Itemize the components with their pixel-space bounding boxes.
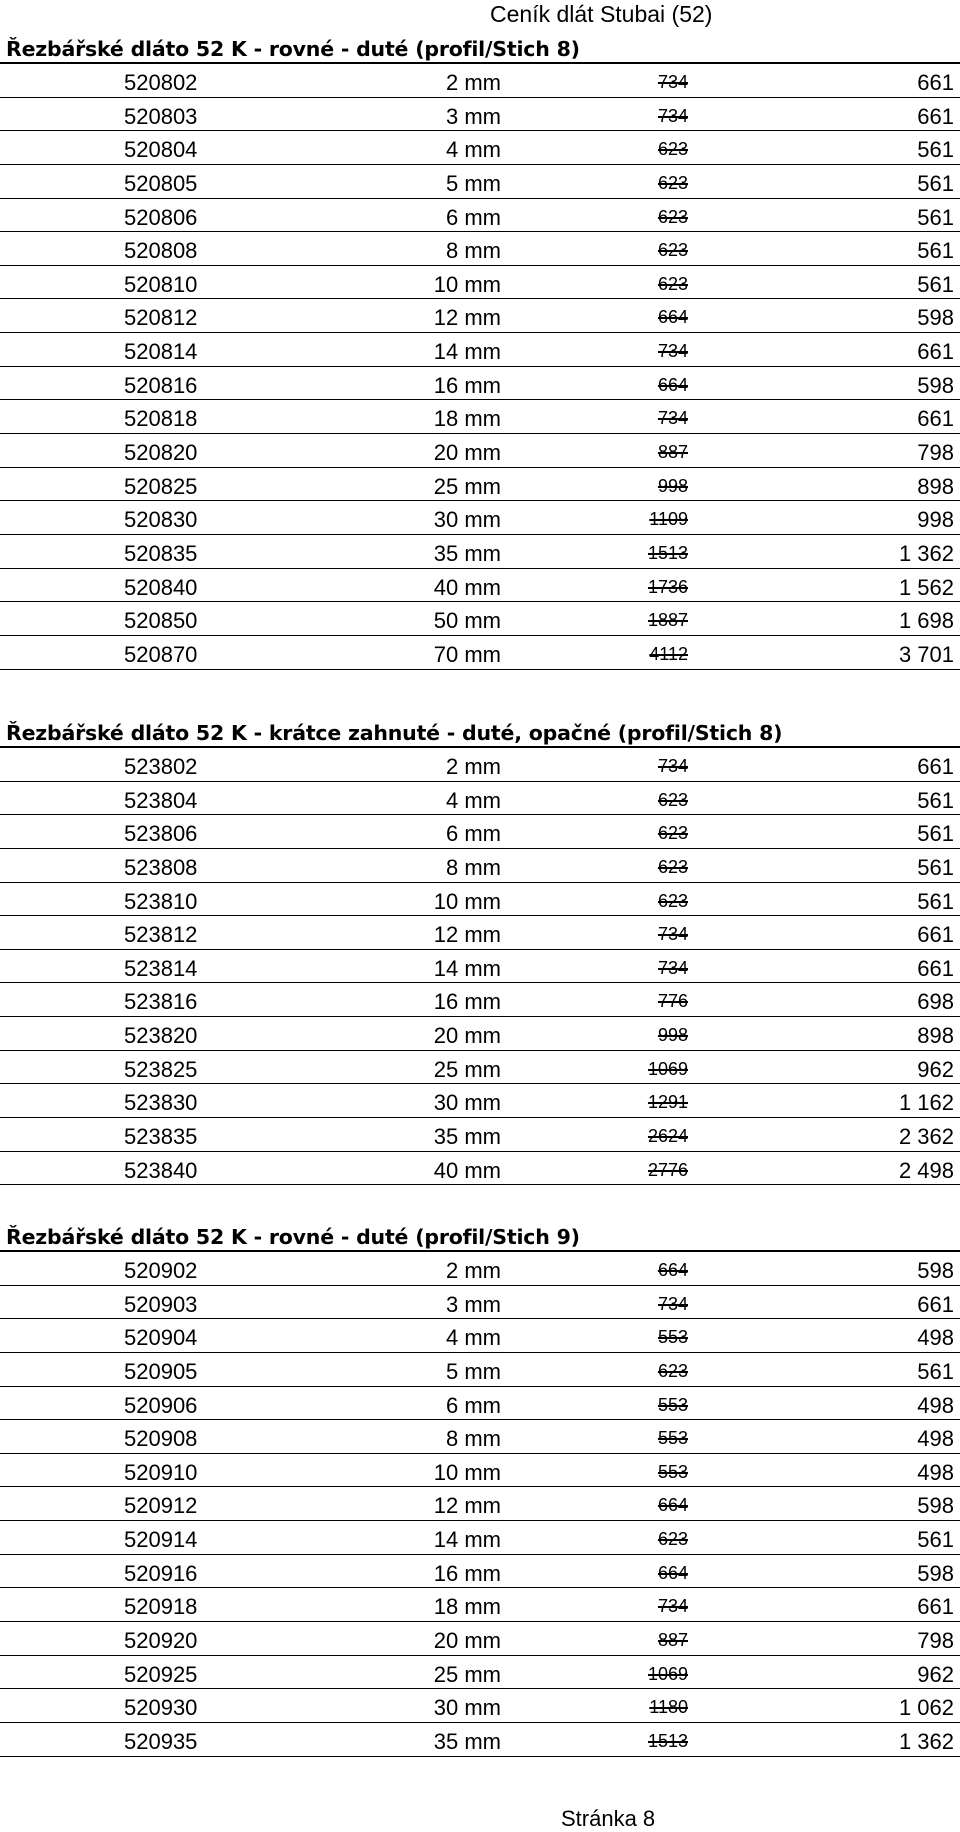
item-code: 520870: [124, 641, 198, 667]
old-price: 734: [657, 957, 688, 978]
table-row: [0, 602, 960, 636]
item-size: 10 mm: [433, 888, 501, 914]
item-code: 523840: [124, 1157, 198, 1183]
price: 498: [917, 1392, 954, 1418]
old-price: 1291: [647, 1092, 688, 1113]
item-code: 520910: [124, 1459, 198, 1485]
price: 1 362: [898, 1728, 954, 1754]
old-price: 1513: [647, 1730, 688, 1751]
price: 498: [917, 1426, 954, 1452]
price: 561: [917, 854, 954, 880]
old-price: 2776: [647, 1159, 688, 1180]
item-size: 16 mm: [433, 372, 501, 398]
item-code: 520808: [124, 238, 198, 264]
price: 661: [917, 339, 954, 365]
table-row: [0, 367, 960, 401]
table-row: [0, 815, 960, 849]
table-row: [0, 165, 960, 199]
item-code: 520908: [124, 1426, 198, 1452]
price: 2 498: [898, 1157, 954, 1183]
price-section: [0, 718, 960, 1185]
table-row: [0, 64, 960, 98]
item-size: 4 mm: [446, 137, 501, 163]
old-price: 623: [657, 789, 688, 810]
price: 698: [917, 989, 954, 1015]
item-size: 30 mm: [433, 1695, 501, 1721]
table-row: [0, 1555, 960, 1589]
table-row: [0, 1656, 960, 1690]
item-size: 5 mm: [446, 170, 501, 196]
item-size: 3 mm: [446, 1291, 501, 1317]
old-price: 1109: [649, 509, 688, 530]
table-row: [0, 748, 960, 782]
table-row: [0, 1420, 960, 1454]
item-size: 12 mm: [433, 305, 501, 331]
item-code: 520902: [124, 1258, 198, 1283]
item-size: 2 mm: [446, 70, 501, 95]
table-row: [0, 1319, 960, 1353]
old-price: 664: [657, 1562, 688, 1583]
table-row: [0, 1152, 960, 1186]
item-code: 520835: [124, 540, 198, 566]
page-number: Stránka 8: [561, 1806, 656, 1831]
item-size: 20 mm: [433, 1023, 501, 1049]
old-price: 623: [657, 856, 688, 877]
table-row: [0, 1521, 960, 1555]
table-row: [0, 501, 960, 535]
price: 661: [917, 1291, 954, 1317]
price: 2 362: [898, 1124, 954, 1150]
item-size: 18 mm: [433, 406, 501, 432]
table-row: [0, 1084, 960, 1118]
table-row: [0, 468, 960, 502]
item-size: 6 mm: [446, 821, 501, 847]
item-size: 40 mm: [433, 1157, 501, 1183]
table-row: [0, 1286, 960, 1320]
table-row: [0, 1353, 960, 1387]
item-code: 520820: [124, 440, 198, 466]
old-price: 623: [657, 823, 688, 844]
item-code: 523810: [124, 888, 198, 914]
old-price: 734: [657, 341, 688, 362]
item-code: 523812: [124, 922, 198, 948]
item-code: 520905: [124, 1358, 198, 1384]
table-row: [0, 569, 960, 603]
table-row: [0, 782, 960, 816]
item-size: 2 mm: [446, 1258, 501, 1283]
item-code: 520810: [124, 271, 198, 297]
old-price: 734: [657, 756, 688, 776]
item-size: 3 mm: [446, 103, 501, 129]
old-price: 623: [657, 240, 688, 261]
item-code: 523820: [124, 1023, 198, 1049]
price: 661: [917, 406, 954, 432]
item-code: 520906: [124, 1392, 198, 1418]
table-row: [0, 1723, 960, 1757]
old-price: 2624: [647, 1126, 688, 1147]
item-code: 520935: [124, 1728, 198, 1754]
old-price: 623: [657, 139, 688, 160]
price: 661: [917, 955, 954, 981]
price: 1 362: [898, 540, 954, 566]
item-code: 520804: [124, 137, 198, 163]
item-size: 50 mm: [433, 608, 501, 634]
item-size: 10 mm: [433, 271, 501, 297]
item-size: 16 mm: [433, 989, 501, 1015]
old-price: 664: [657, 374, 688, 395]
price: 998: [917, 507, 954, 533]
table-row: [0, 983, 960, 1017]
table-row: [0, 400, 960, 434]
item-size: 6 mm: [446, 204, 501, 230]
old-price: 998: [657, 475, 688, 496]
old-price: 1887: [647, 610, 688, 631]
price: 898: [917, 1023, 954, 1049]
price: 798: [917, 440, 954, 466]
table-row: [0, 299, 960, 333]
item-size: 8 mm: [446, 854, 501, 880]
table-row: [0, 916, 960, 950]
price: 598: [917, 1493, 954, 1519]
item-code: 520806: [124, 204, 198, 230]
price: 561: [917, 787, 954, 813]
old-price: 1513: [647, 542, 688, 563]
item-code: 520840: [124, 574, 198, 600]
table-row: [0, 333, 960, 367]
table-row: [0, 98, 960, 132]
table-row: [0, 883, 960, 917]
old-price: 734: [657, 72, 688, 92]
old-price: 734: [657, 105, 688, 126]
section-title: Řezbářské dláto 52 K - rovné - duté (profil/Stich 9): [0, 1222, 960, 1252]
item-code: 520803: [124, 103, 198, 129]
item-code: 520825: [124, 473, 198, 499]
price: 661: [917, 754, 954, 779]
price: 598: [917, 1258, 954, 1283]
table-row: [0, 1454, 960, 1488]
table-row: [0, 1051, 960, 1085]
old-price: 887: [657, 1630, 688, 1651]
price: 561: [917, 238, 954, 264]
item-code: 523835: [124, 1124, 198, 1150]
old-price: 734: [657, 408, 688, 429]
item-size: 8 mm: [446, 238, 501, 264]
price: 561: [917, 1527, 954, 1553]
item-code: 520904: [124, 1325, 198, 1351]
table-row: [0, 434, 960, 468]
price: 598: [917, 1560, 954, 1586]
price: 661: [917, 70, 954, 95]
item-code: 523816: [124, 989, 198, 1015]
old-price: 664: [657, 1495, 688, 1516]
price: 962: [917, 1056, 954, 1082]
old-price: 776: [657, 991, 688, 1012]
old-price: 1180: [649, 1697, 688, 1718]
price: 1 162: [898, 1090, 954, 1116]
section-title: Řezbářské dláto 52 K - rovné - duté (profil/Stich 8): [0, 34, 960, 64]
item-code: 523830: [124, 1090, 198, 1116]
item-size: 35 mm: [433, 540, 501, 566]
price: 561: [917, 204, 954, 230]
item-code: 520925: [124, 1661, 198, 1687]
old-price: 553: [657, 1327, 688, 1348]
table-row: [0, 1387, 960, 1421]
item-size: 14 mm: [433, 339, 501, 365]
item-size: 12 mm: [433, 922, 501, 948]
item-size: 8 mm: [446, 1426, 501, 1452]
item-code: 523808: [124, 854, 198, 880]
item-code: 520914: [124, 1527, 198, 1553]
old-price: 734: [657, 924, 688, 945]
table-row: [0, 1017, 960, 1051]
old-price: 623: [657, 172, 688, 193]
price: 498: [917, 1325, 954, 1351]
section-title: Řezbářské dláto 52 K - krátce zahnuté - duté, opačné (profil/Stich 8): [0, 718, 960, 748]
table-row: [0, 1588, 960, 1622]
table-row: [0, 199, 960, 233]
table-row: [0, 1252, 960, 1286]
price-section: [0, 34, 960, 670]
price: 3 701: [898, 641, 954, 667]
price: 898: [917, 473, 954, 499]
old-price: 998: [657, 1025, 688, 1046]
table-row: [0, 849, 960, 883]
price: 1 062: [898, 1695, 954, 1721]
item-size: 16 mm: [433, 1560, 501, 1586]
item-code: 520930: [124, 1695, 198, 1721]
table-row: [0, 636, 960, 670]
item-size: 14 mm: [433, 955, 501, 981]
table-row: [0, 535, 960, 569]
item-code: 523804: [124, 787, 198, 813]
old-price: 1069: [647, 1058, 688, 1079]
item-code: 520912: [124, 1493, 198, 1519]
price: 598: [917, 305, 954, 331]
price: 661: [917, 103, 954, 129]
item-code: 520916: [124, 1560, 198, 1586]
price: 661: [917, 1594, 954, 1620]
price: 962: [917, 1661, 954, 1687]
price: 561: [917, 137, 954, 163]
item-code: 520818: [124, 406, 198, 432]
item-size: 6 mm: [446, 1392, 501, 1418]
price: 561: [917, 821, 954, 847]
item-size: 25 mm: [433, 1056, 501, 1082]
item-code: 520816: [124, 372, 198, 398]
price: 498: [917, 1459, 954, 1485]
table-row: [0, 266, 960, 300]
old-price: 734: [657, 1596, 688, 1617]
old-price: 553: [657, 1394, 688, 1415]
price: 661: [917, 922, 954, 948]
item-code: 523806: [124, 821, 198, 847]
price: 1 698: [898, 608, 954, 634]
item-size: 14 mm: [433, 1527, 501, 1553]
old-price: 623: [657, 890, 688, 911]
old-price: 623: [657, 1360, 688, 1381]
table-row: [0, 1689, 960, 1723]
table-row: [0, 232, 960, 266]
old-price: 734: [657, 1293, 688, 1314]
item-code: 520805: [124, 170, 198, 196]
price: 598: [917, 372, 954, 398]
page-title: Ceník dlát Stubai (52): [490, 1, 713, 27]
old-price: 4112: [649, 643, 688, 664]
table-row: [0, 131, 960, 165]
item-code: 523825: [124, 1056, 198, 1082]
item-code: 523802: [124, 754, 198, 779]
table-row: [0, 1118, 960, 1152]
price: 561: [917, 170, 954, 196]
table-row: [0, 1487, 960, 1521]
item-size: 4 mm: [446, 787, 501, 813]
item-code: 520918: [124, 1594, 198, 1620]
item-size: 2 mm: [446, 754, 501, 779]
price: 561: [917, 1358, 954, 1384]
item-size: 12 mm: [433, 1493, 501, 1519]
item-size: 25 mm: [433, 473, 501, 499]
item-size: 35 mm: [433, 1728, 501, 1754]
item-code: 520814: [124, 339, 198, 365]
item-size: 4 mm: [446, 1325, 501, 1351]
item-size: 20 mm: [433, 440, 501, 466]
old-price: 623: [657, 273, 688, 294]
item-size: 40 mm: [433, 574, 501, 600]
item-code: 520830: [124, 507, 198, 533]
item-size: 70 mm: [433, 641, 501, 667]
item-code: 520903: [124, 1291, 198, 1317]
item-code: 520850: [124, 608, 198, 634]
price: 561: [917, 888, 954, 914]
item-size: 30 mm: [433, 1090, 501, 1116]
old-price: 623: [657, 1529, 688, 1550]
item-size: 35 mm: [433, 1124, 501, 1150]
price: 1 562: [898, 574, 954, 600]
old-price: 1069: [647, 1663, 688, 1684]
price-section: [0, 1222, 960, 1757]
item-code: 523814: [124, 955, 198, 981]
item-size: 18 mm: [433, 1594, 501, 1620]
old-price: 664: [657, 307, 688, 328]
old-price: 553: [657, 1461, 688, 1482]
old-price: 623: [657, 206, 688, 227]
old-price: 1736: [647, 576, 688, 597]
item-size: 5 mm: [446, 1358, 501, 1384]
old-price: 887: [657, 442, 688, 463]
item-code: 520920: [124, 1628, 198, 1654]
old-price: 664: [657, 1260, 688, 1280]
old-price: 553: [657, 1428, 688, 1449]
item-size: 25 mm: [433, 1661, 501, 1687]
item-size: 10 mm: [433, 1459, 501, 1485]
item-size: 30 mm: [433, 507, 501, 533]
table-row: [0, 1622, 960, 1656]
item-code: 520802: [124, 70, 198, 95]
item-size: 20 mm: [433, 1628, 501, 1654]
price: 561: [917, 271, 954, 297]
price: 798: [917, 1628, 954, 1654]
item-code: 520812: [124, 305, 198, 331]
table-row: [0, 950, 960, 984]
